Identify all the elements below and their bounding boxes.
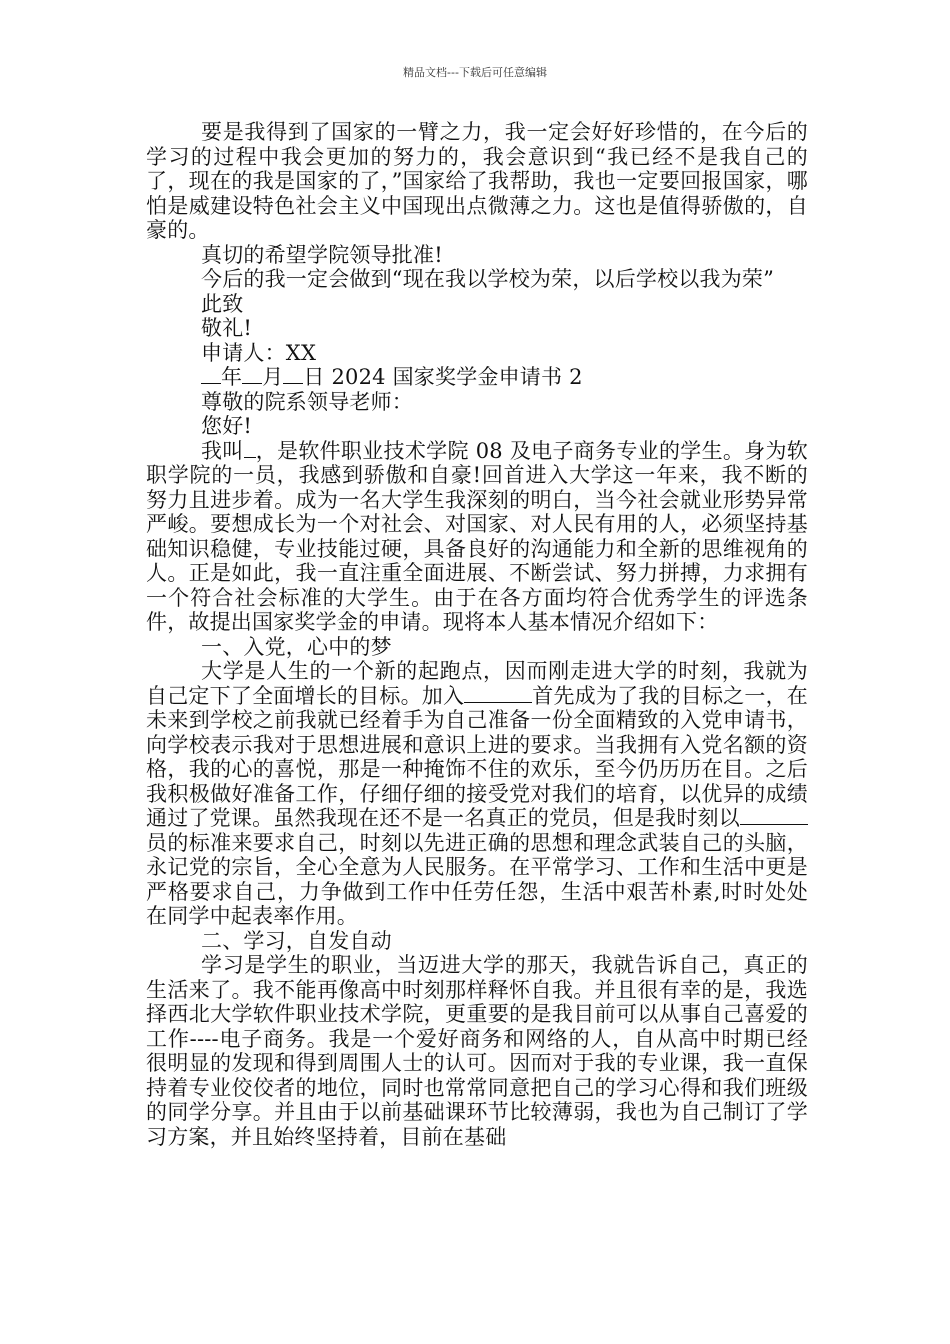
blank-underline: [464, 686, 532, 703]
page-header: 精品文档---下载后可任意编辑: [403, 66, 547, 79]
paragraph: 大学是人生的一个新的起跑点，因而刚走进大学的时刻，我就为自己定下了全面增长的目标。加入 首先成为了我的目标之一，在未来到学校之前我就已经着手为自己准备一份全面精致的入党申请书，向学校表示我对于思想进展和意识上进的要求。当我拥有入党名额的资格，我的心的喜悦，那是一种掩饰不住的欢乐，至今仍历历在目。之后我积极做好准备工作，仔细仔细的接受党对我们的培育，以优异的成绩通过了党课。虽然我现在还不是一名真正的党员，但是我时刻以员的标准来要求自己，时刻以先进正确的思想和理念武装自己的头脑，永记党的宗旨，全心全意为人民服务。在平常学习、工作和生活中更是严格要求自己，力争做到工作中任劳任怨，生活中艰苦朴素,时时处处在同学中起表率作用。: [146, 659, 808, 928]
blank-underline: [242, 367, 262, 384]
applicant-line: 申请人：XX: [201, 340, 317, 365]
blank-underline: [244, 441, 256, 458]
blank-underline: [740, 808, 808, 825]
section-heading: 二、学习，自发自动: [201, 928, 392, 953]
paragraph: 今后的我一定会做到“现在我以学校为荣，以后学校以我为荣”: [201, 267, 775, 291]
blank-underline: [283, 367, 303, 384]
blank-underline: [201, 367, 221, 384]
paragraph: 我叫 ，是软件职业技术学院 08 及电子商务专业的学生。身为软职学院的一员，我感到骄傲和自豪!回首进入大学这一年来，我不断的努力且进步着。成为一名大学生我深刻的明白，当今社会就业形势异常严峻。要想成长为一个对社会、对国家、对人民有用的人，必须坚持基础知识稳健，专业技能过硬，具备良好的沟通能力和全新的思维视角的人。正是如此，我一直注重全面进展、不断尝试、努力拼搏，力求拥有一个符合社会标准的大学生。由于在各方面均符合优秀学生的评选条件，故提出国家奖学金的申请。现将本人基本情况介绍如下：: [146, 438, 808, 634]
document-body: [146, 120, 808, 1149]
closing-salutation: 敬礼!: [201, 316, 253, 340]
paragraph: 真切的希望学院领导批准!: [201, 242, 443, 267]
paragraph: 学习是学生的职业，当迈进大学的那天，我就告诉自己，真正的生活来了。我不能再像高中时刻那样释怀自我。并且很有幸的是，我选择西北大学软件职业技术学院，更重要的是我目前可以从事自己喜爱的工作----电子商务。我是一个爱好商务和网络的人，自从高中时期已经很明显的发现和得到周围人士的认可。因而对于我的专业课，我一直保持着专业佼佼者的地位，同时也常常同意把自己的学习心得和我们班级的同学分享。并且由于以前基础课环节比较薄弱，我也为自己制订了学习方案，并且始终坚持着，目前在基础: [146, 953, 808, 1149]
closing-salutation: 此致: [201, 291, 244, 316]
greeting: 尊敬的院系领导老师：: [201, 389, 413, 414]
paragraph: 要是我得到了国家的一臂之力，我一定会好好珍惜的，在今后的学习的过程中我会更加的努力的，我会意识到“我已经不是我自己的了，现在的我是国家的了，”国家给了我帮助，我也一定要回报国家，哪怕是威建设特色社会主义中国现出点微薄之力。这也是值得骄傲的，自豪的。: [146, 120, 808, 242]
section-heading: 一、入党，心中的梦: [201, 634, 392, 659]
greeting: 您好!: [201, 414, 253, 438]
date-title-line: 年 月 日 2024 国家奖学金申请书 2: [146, 365, 808, 390]
